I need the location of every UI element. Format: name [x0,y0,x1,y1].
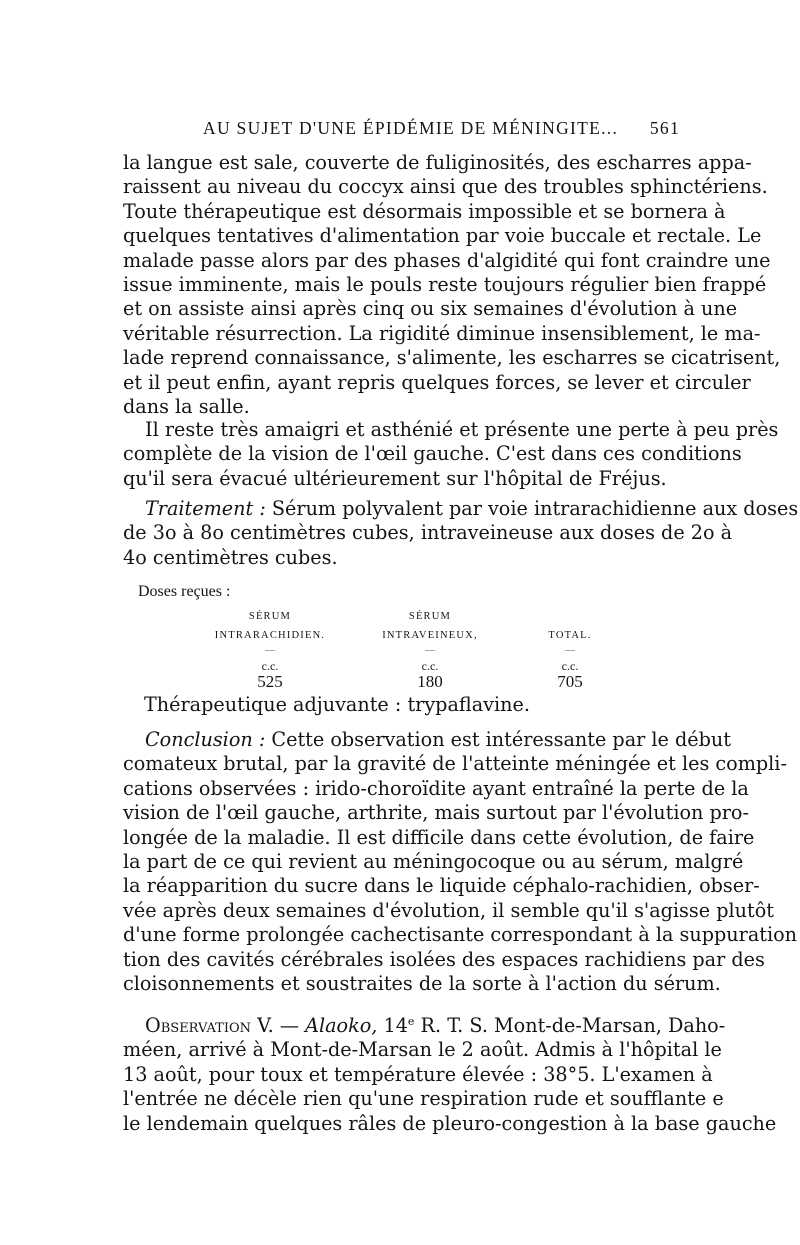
text-line [123,1014,726,1038]
text-line: dans la salle. [123,395,250,419]
text-span: Cette observation est intéressante par le début [271,728,731,751]
doses-col1-dash: — [265,645,275,656]
doses-col1-value: 525 [257,672,283,691]
text-line: malade passe alors par des phases d'algidité qui font craindre une [123,248,771,272]
text-line: qu'il sera évacué ultérieurement sur l'hôpital de Fréjus. [123,466,667,490]
text-line: cations observées : irido-choroïdite ayant entraîné la perte de la [123,776,749,800]
text-line: 4o centimètres cubes. [123,545,338,569]
traitement-label: Traitement : [145,497,266,520]
text-line: d'une forme prolongée cachectisante correspondant à la suppuration [123,923,798,947]
text-line: l'entrée ne décèle rien qu'une respiration rude et soufflante e [123,1087,724,1111]
observation-label: Observation V. — [145,1014,300,1037]
text-line [123,728,731,752]
text-line: Toute thérapeutique est désormais impossible et se bornera à [123,199,726,223]
paragraph-conclusion [123,728,798,996]
paragraph-observation-v [123,1014,777,1136]
running-title: AU SUJET D'UNE ÉPIDÉMIE DE MÉNINGITE... [203,118,619,138]
conclusion-label: Conclusion : [145,728,266,751]
doses-col3-value: 705 [557,672,583,691]
paragraph-adjuvante [123,693,680,717]
text-line: la part de ce qui revient au méningocoque ou au sérum, malgré [123,850,744,874]
text-line: la langue est sale, couverte de fuliginosités, des escharres appa- [123,151,752,174]
doses-col2-head1: SÉRUM [408,611,452,622]
text-line: cloisonnements et soustraites de la sorte à l'action du sérum. [123,972,721,996]
doses-label: Doses reçues : [138,583,231,600]
doses-col1-head2: INTRARACHIDIEN. [214,630,326,641]
text-line: lade reprend connaissance, s'alimente, les escharres se cicatrisent, [123,346,781,370]
doses-col3-dash: — [565,645,575,656]
doses-col2-dash: — [425,645,435,656]
text-line: véritable résurrection. La rigidité diminue insensiblement, le ma- [123,321,761,345]
text-line: vée après deux semaines d'évolution, il semble qu'il s'agisse plutôt [123,898,774,922]
text-line: la réapparition du sucre dans le liquide céphalo-rachidien, obser- [123,874,760,898]
text-line: raissent au niveau du coccyx ainsi que des troubles sphinctériens. [123,175,768,199]
doses-col2-value: 180 [417,672,443,691]
text-line: Il reste très amaigri et asthénié et présente une perte à peu près [145,418,779,441]
doses-col3-head2: TOTAL. [548,630,592,641]
text-line: Thérapeutique adjuvante : trypaflavine. [144,693,530,716]
text-line: 13 août, pour toux et température élevée : 38°5. L'examen à [123,1062,713,1086]
doses-col1-head1: SÉRUM [248,611,292,622]
ordinal-suffix: e [407,1015,415,1028]
doses-col3-unit: c.c. [561,659,579,673]
text-span: R. T. S. Mont-de-Marsan, Daho- [420,1014,726,1037]
page-number: 561 [649,118,680,138]
doses-col1-unit: c.c. [261,659,279,673]
text-line: complète de la vision de l'œil gauche. C'est dans ces conditions [123,442,742,466]
text-line: tion des cavités cérébrales isolées des espaces rachidiens par des [123,947,765,971]
text-line: issue imminente, mais le pouls reste toujours régulier bien frappé [123,273,767,297]
text-span: Sérum polyvalent par voie intrarachidienne aux doses [271,497,799,520]
doses-col2-unit: c.c. [421,659,439,673]
text-line: et on assiste ainsi après cinq ou six semaines d'évolution à une [123,297,738,321]
text-line: quelques tentatives d'alimentation par voie buccale et rectale. Le [123,224,762,248]
doses-col2-head2: INTRAVEINEUX, [382,630,478,641]
text-line: méen, arrivé à Mont-de-Marsan le 2 août. Admis à l'hôpital le [123,1038,722,1062]
text-line: vision de l'œil gauche, arthrite, mais surtout par l'évolution pro- [123,801,749,825]
patient-name: Alaoko, [305,1014,378,1037]
text-line: le lendemain quelques râles de pleuro-congestion à la base gauche [123,1111,777,1135]
text-line: longée de la maladie. Il est difficile dans cette évolution, de faire [123,825,755,849]
text-line: de 3o à 8o centimètres cubes, intraveineuse aux doses de 2o à [123,521,733,545]
regiment-ordinal: 14 [383,1014,408,1037]
text-line: et il peut enfin, ayant repris quelques forces, se lever et circuler [123,370,751,394]
text-line: comateux brutal, par la gravité de l'atteinte méningée et les compli- [123,752,787,776]
